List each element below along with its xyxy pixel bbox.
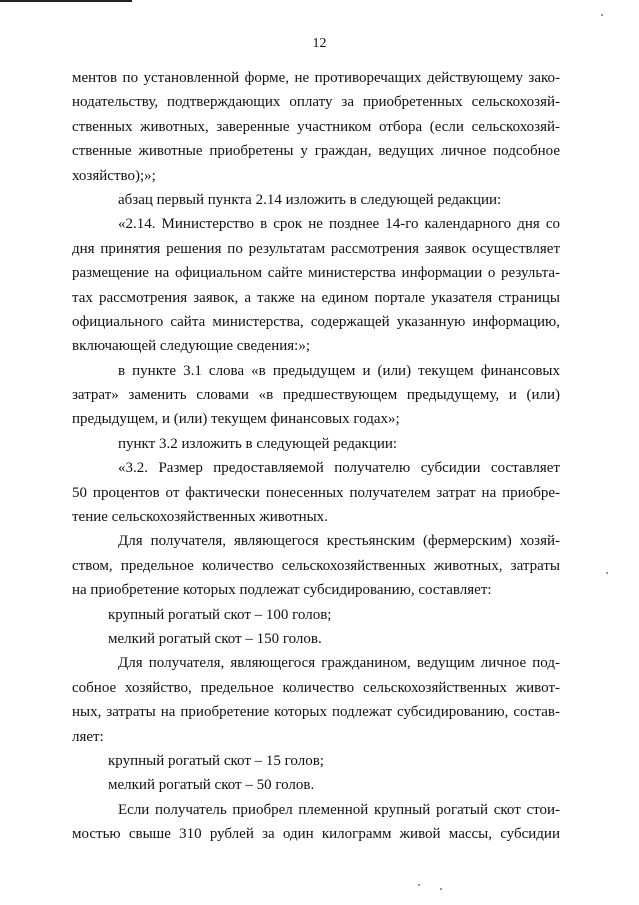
text-line: тах рассмотрения заявок, а также на едином портале указателя страницы xyxy=(72,289,560,306)
scan-speck xyxy=(440,888,442,890)
text-line: нодательству, подтверждающих оплату за приобретенных сельскохозяй- xyxy=(72,94,560,111)
scan-speck xyxy=(606,572,608,574)
text-line: ментов по установленной форме, не противоречащих действующему зако- xyxy=(72,70,560,86)
top-rule xyxy=(0,0,132,2)
text-line: крупный рогатый скот – 100 голов; xyxy=(108,606,332,623)
text-line: «2.14. Министерство в срок не позднее 14-го календарного дня со xyxy=(118,216,560,233)
text-line: размещение на официальном сайте министерства информации о результа- xyxy=(72,265,560,282)
text-line: в пункте 3.1 слова «в предыдущем и (или) текущем финансовых xyxy=(118,362,560,379)
document-body xyxy=(72,66,560,847)
scan-speck xyxy=(418,884,420,886)
text-line: затрат» заменить словами «в предшествующем предыдущему, и (или) xyxy=(72,387,560,404)
text-line: пункт 3.2 изложить в следующей редакции: xyxy=(118,435,398,452)
text-line: 50 процентов от фактически понесенных получателем затрат на приобре- xyxy=(72,484,560,501)
text-line: Для получателя, являющегося гражданином, ведущим личное под- xyxy=(118,655,560,672)
text-line: хозяйство);»; xyxy=(72,167,156,184)
text-line: ственных животных, заверенные участником отбора (если сельскохозяй- xyxy=(72,118,560,135)
text-line: ственные животные приобретены у граждан, ведущих личное подсобное xyxy=(72,143,560,160)
text-line: мелкий рогатый скот – 50 голов. xyxy=(108,777,315,794)
text-line: тение сельскохозяйственных животных. xyxy=(72,509,328,526)
text-line: включающей следующие сведения:»; xyxy=(72,338,311,355)
text-line: мостью свыше 310 рублей за один килограмм живой массы, субсидии xyxy=(72,826,560,843)
text-line: дня принятия решения по результатам рассмотрения заявок осуществляет xyxy=(72,240,560,257)
scan-speck xyxy=(601,14,603,16)
text-line: мелкий рогатый скот – 150 голов. xyxy=(108,630,322,647)
text-line: абзац первый пункта 2.14 изложить в следующей редакции: xyxy=(118,191,502,208)
text-line: собное хозяйство, предельное количество сельскохозяйственных живот- xyxy=(72,679,560,696)
text-line: ных, затраты на приобретение которых подлежат субсидированию, состав- xyxy=(72,704,560,721)
text-line: Если получатель приобрел племенной крупный рогатый скот стои- xyxy=(118,801,560,818)
text-line: ством, предельное количество сельскохозяйственных животных, затраты xyxy=(72,557,560,574)
text-line: ляет: xyxy=(72,728,104,745)
text-line: Для получателя, являющегося крестьянским (фермерским) хозяй- xyxy=(118,533,560,550)
text-line: крупный рогатый скот – 15 голов; xyxy=(108,752,324,769)
text-line: «3.2. Размер предоставляемой получателю субсидии составляет xyxy=(118,460,560,477)
text-line: официального сайта министерства, содержащей указанную информацию, xyxy=(72,313,560,330)
text-line: предыдущем, и (или) текущем финансовых годах»; xyxy=(72,411,400,428)
page-number: 12 xyxy=(312,36,327,51)
text-line: на приобретение которых подлежат субсидированию, составляет: xyxy=(72,582,492,599)
